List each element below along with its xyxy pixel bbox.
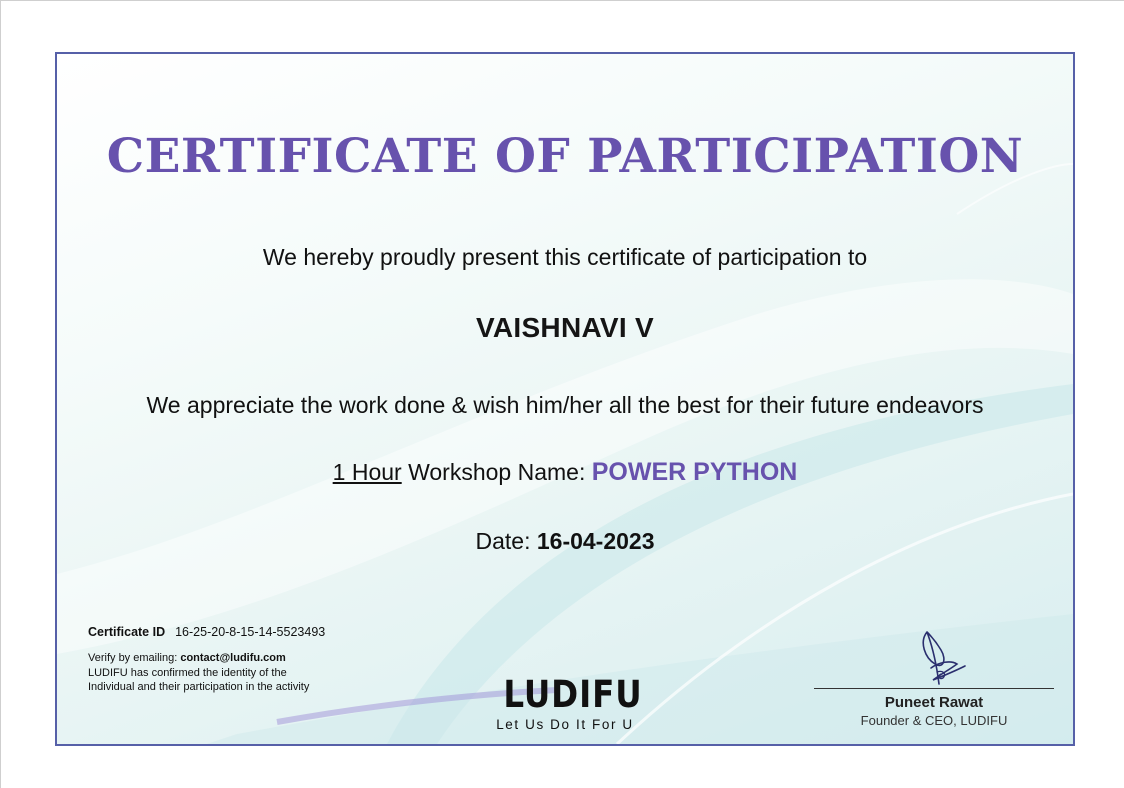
certificate-id [88,625,325,639]
logo-tagline: Let Us Do It For U [496,717,634,732]
date-label: Date: [475,528,531,554]
workshop-duration: 1 Hour [332,459,402,485]
workshop-label: Workshop Name: [408,459,586,485]
signature-icon [913,624,973,690]
verify-text: LUDIFU has confirmed the identity of the Individual and their participation in the activity [88,666,310,693]
signatory-role: Founder & CEO, LUDIFU [860,713,1008,728]
certificate-id-label: Certificate ID [88,625,166,639]
page-edge [0,0,1124,1]
workshop-line [57,458,1073,487]
verification-note [88,651,328,695]
workshop-name: POWER PYTHON [591,458,798,486]
date-line [57,528,1073,555]
signature-line [814,688,1054,689]
certificate-title: CERTIFICATE OF PARTICIPATION [106,129,1024,184]
logo-wordmark: LUDIFU [503,673,643,716]
appreciation-line: We appreciate the work done & wish him/her all the best for their future endeavors [146,392,984,418]
date-value: 16-04-2023 [536,528,655,554]
verify-prefix: Verify by emailing: [88,652,178,664]
recipient-name: VAISHNAVI V [475,312,655,343]
certificate-id-value: 16-25-20-8-15-14-5523493 [175,625,326,639]
page-edge [0,0,1,788]
ludifu-logo [495,673,643,732]
verify-email: contact@ludifu.com [180,652,286,664]
signatory [814,694,1054,728]
presentation-line: We hereby proudly present this certificate of participation to [262,244,868,270]
signatory-name: Puneet Rawat [884,694,984,711]
certificate [55,52,1075,746]
